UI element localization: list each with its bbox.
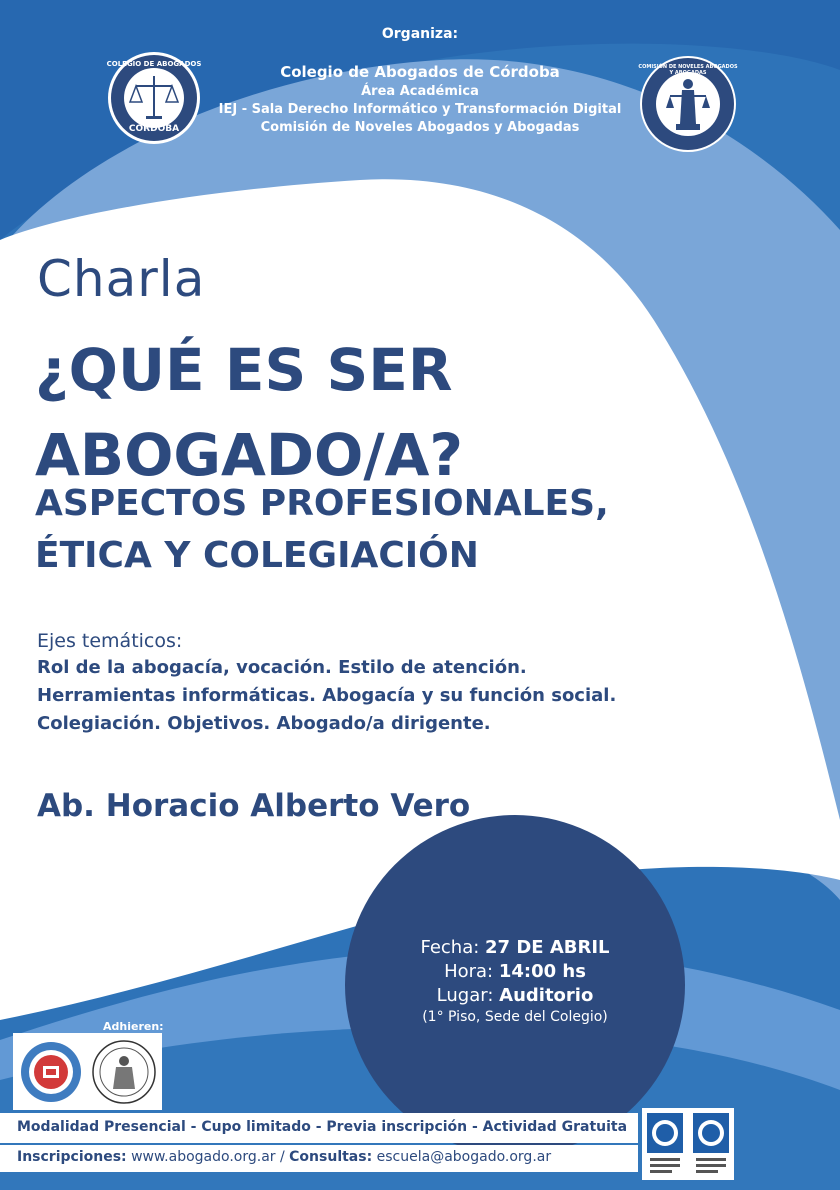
left-logo-bottom-text: CÓRDOBA bbox=[128, 124, 180, 134]
lugar-value: Auditorio bbox=[499, 985, 594, 1006]
event-title-line-2: ABOGADO/A? bbox=[35, 421, 464, 489]
association-seal-icon bbox=[91, 1037, 157, 1107]
contact-text bbox=[17, 1149, 551, 1165]
organizer-line-4: Comisión de Noveles Abogados y Abogadas bbox=[260, 120, 580, 135]
eje-item: Colegiación. Objetivos. Abogado/a dirigente. bbox=[37, 713, 491, 734]
organizers-block bbox=[190, 62, 650, 137]
organizer-line-1: Colegio de Abogados de Córdoba bbox=[280, 63, 560, 81]
contact-separator: / bbox=[275, 1149, 290, 1165]
event-subtitle bbox=[35, 478, 805, 582]
consultas-label: Consultas: bbox=[289, 1149, 373, 1165]
fecha-value: 27 DE ABRIL bbox=[485, 937, 610, 958]
organizer-line-3: IEJ - Sala Derecho Informático y Transformación Digital bbox=[218, 102, 622, 117]
speaker-name: Ab. Horacio Alberto Vero bbox=[37, 788, 471, 824]
inscripciones-link[interactable]: www.abogado.org.ar bbox=[131, 1149, 276, 1165]
modalidad-bar bbox=[0, 1113, 638, 1143]
federation-seal-icon bbox=[19, 1038, 83, 1106]
right-logo-text: COMISIÓN DE NOVELES ABOGADOS Y ABOGADAS bbox=[638, 64, 738, 76]
iram-certification-icon bbox=[642, 1108, 688, 1180]
organizer-line-2: Área Académica bbox=[361, 84, 479, 99]
eje-item: Rol de la abogacía, vocación. Estilo de atención. bbox=[37, 657, 527, 678]
hora-label: Hora: bbox=[444, 961, 494, 982]
lugar-label: Lugar: bbox=[436, 985, 494, 1006]
organiza-label: Organiza: bbox=[381, 26, 459, 42]
event-kind: Charla bbox=[37, 250, 206, 308]
inscripciones-label: Inscripciones: bbox=[17, 1149, 127, 1165]
adhieren-label: Adhieren: bbox=[103, 1020, 164, 1033]
event-title bbox=[35, 328, 795, 498]
contact-bar bbox=[0, 1145, 638, 1172]
event-title-line-1: ¿QUÉ ES SER bbox=[35, 336, 453, 404]
event-subtitle-line-1: ASPECTOS PROFESIONALES, bbox=[35, 483, 609, 524]
iram-certification-icon bbox=[688, 1108, 734, 1180]
ejes-label: Ejes temáticos: bbox=[37, 630, 183, 652]
consultas-email[interactable]: escuela@abogado.org.ar bbox=[376, 1149, 552, 1165]
fecha-label: Fecha: bbox=[420, 937, 480, 958]
eje-item: Herramientas informáticas. Abogacía y su función social. bbox=[37, 685, 617, 706]
adhieren-logos bbox=[13, 1033, 162, 1110]
left-logo-top-text: COLEGIO DE ABOGADOS bbox=[106, 60, 202, 68]
fecha-line bbox=[345, 937, 685, 958]
hora-line bbox=[345, 961, 685, 982]
lugar-line bbox=[345, 985, 685, 1006]
lugar-note: (1° Piso, Sede del Colegio) bbox=[422, 1009, 608, 1025]
modalidad-text: Modalidad Presencial - Cupo limitado - Previa inscripción - Actividad Gratuita bbox=[17, 1119, 628, 1135]
event-subtitle-line-2: ÉTICA Y COLEGIACIÓN bbox=[35, 535, 479, 576]
hora-value: 14:00 hs bbox=[498, 961, 586, 982]
